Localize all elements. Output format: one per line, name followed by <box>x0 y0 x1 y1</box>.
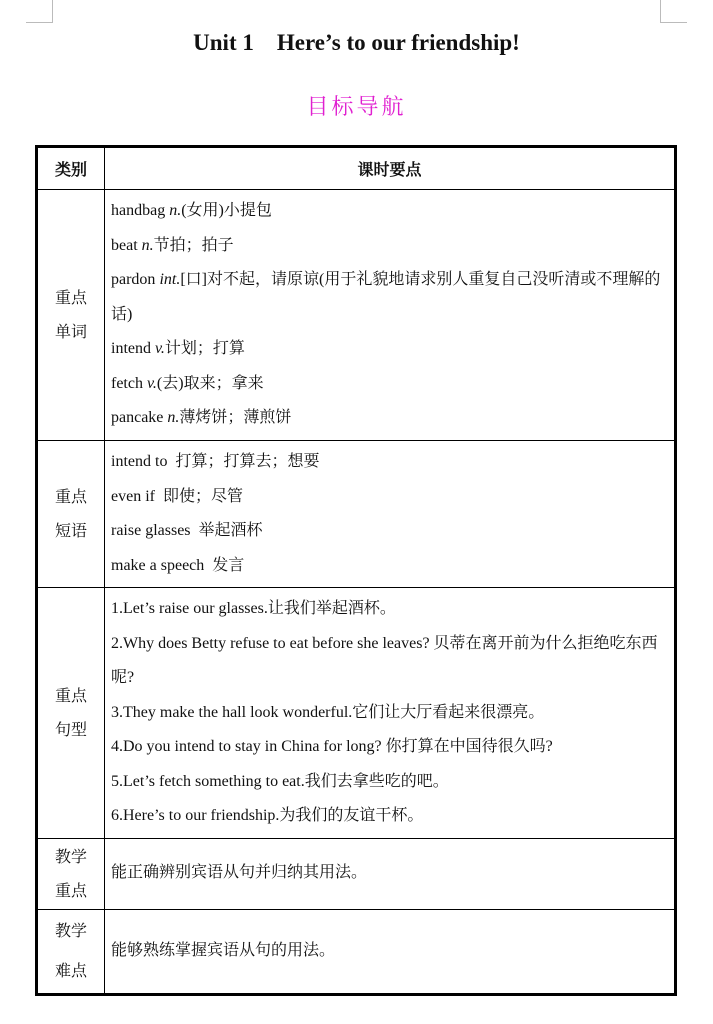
vocab-pos: n. <box>169 202 182 220</box>
category-difficulty <box>37 909 105 994</box>
sentence-item: 1.Let’s raise our glasses.让我们举起酒杯。 <box>111 600 396 617</box>
table-header-row <box>37 147 676 190</box>
sentence-item: 6.Here’s to our friendship.为我们的友谊干杯。 <box>111 807 424 824</box>
header-points: 课时要点 <box>105 147 676 190</box>
vocab-pos: v. <box>155 340 165 358</box>
lesson-table <box>35 145 677 996</box>
vocab-meaning: (女用)小提包 <box>181 202 272 220</box>
vocab-pos: v. <box>146 374 157 392</box>
category-label: 重点句型 <box>54 685 87 739</box>
vocab-word: handbag <box>111 202 170 220</box>
category-focus <box>37 838 105 909</box>
focus-cell: 能正确辨别宾语从句并归纳其用法。 <box>105 838 676 909</box>
vocab-item <box>111 229 666 264</box>
table-row-difficulty <box>37 909 676 994</box>
phrase-item: intend to 打算；打算去；想要 <box>111 453 320 470</box>
vocab-word: pancake <box>111 409 168 427</box>
vocab-meaning: [口]对不起，请原谅(用于礼貌地请求别人重复自己没听清或不理解的话) <box>111 271 661 323</box>
category-phrases <box>37 441 105 588</box>
difficulty-cell: 能够熟练掌握宾语从句的用法。 <box>105 909 676 994</box>
sentence-item: 3.They make the hall look wonderful.它们让大厅看起来很漂亮。 <box>111 703 545 721</box>
category-label: 重点短语 <box>54 487 87 540</box>
vocab-item <box>111 401 666 436</box>
table-row-phrases <box>37 441 676 588</box>
vocab-word: fetch <box>111 374 147 392</box>
category-label: 教学重点 <box>54 846 87 900</box>
vocab-meaning: 计划；打算 <box>164 340 245 358</box>
vocab-meaning: 节拍；拍子 <box>153 236 234 254</box>
phrase-item: make a speech 发言 <box>111 556 245 574</box>
vocab-word: pardon <box>111 271 160 289</box>
vocab-word: intend <box>111 340 155 358</box>
section-subtitle: 目标导航 <box>306 95 407 120</box>
vocab-item <box>111 263 666 332</box>
phrases-cell <box>105 441 676 588</box>
vocab-word: beat <box>111 236 142 254</box>
vocab-meaning: (去)取来；拿来 <box>156 374 264 392</box>
sentence-item: 4.Do you intend to stay in China for long? 你打算在中国待很久吗? <box>111 738 553 755</box>
table-row-words <box>37 190 676 441</box>
sentences-cell <box>105 588 676 839</box>
category-label: 重点单词 <box>54 288 87 341</box>
category-words <box>37 190 105 441</box>
words-cell <box>105 190 676 441</box>
page-corner-mark <box>26 0 53 23</box>
vocab-item <box>111 194 666 229</box>
vocab-pos: n. <box>141 236 154 254</box>
vocab-item <box>111 367 666 402</box>
page-title: Unit 1 Here’s to our friendship! <box>193 30 520 55</box>
category-label: 教学难点 <box>54 921 87 980</box>
vocab-pos: n. <box>167 409 180 427</box>
header-category: 类别 <box>37 147 105 190</box>
page-corner-mark <box>660 0 687 23</box>
vocab-pos: int. <box>159 271 181 289</box>
sentence-item: 5.Let’s fetch something to eat.我们去拿些吃的吧。 <box>111 772 449 790</box>
category-sentences <box>37 588 105 839</box>
table-row-sentences <box>37 588 676 839</box>
sentence-item: 2.Why does Betty refuse to eat before she leaves? 贝蒂在离开前为什么拒绝吃东西呢? <box>111 634 658 686</box>
vocab-meaning: 薄烤饼；薄煎饼 <box>179 409 292 427</box>
table-row-focus <box>37 838 676 909</box>
phrase-item: even if 即使；尽管 <box>111 487 243 505</box>
vocab-item <box>111 332 666 367</box>
phrase-item: raise glasses 举起酒杯 <box>111 522 263 539</box>
